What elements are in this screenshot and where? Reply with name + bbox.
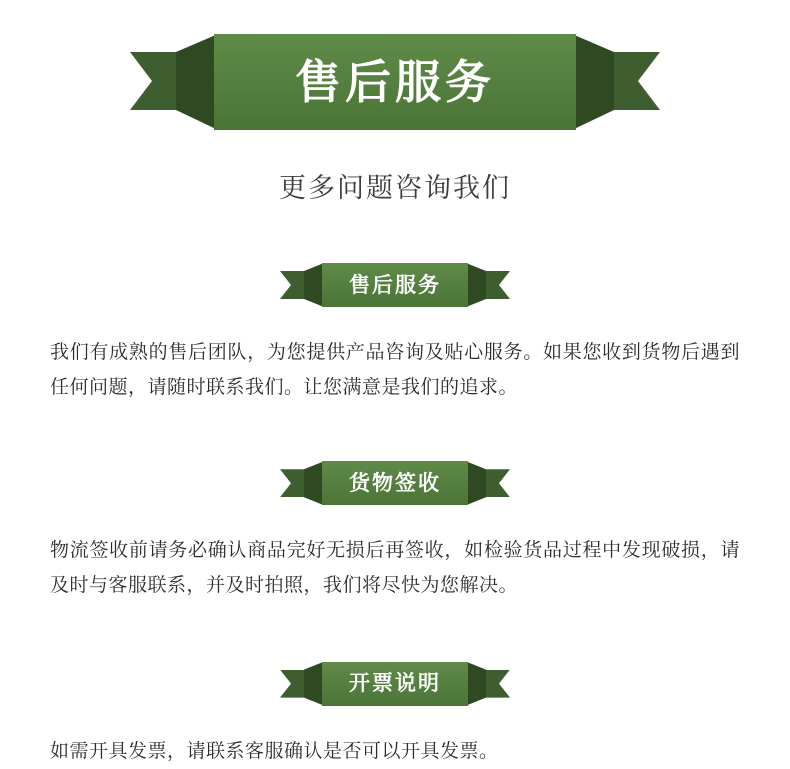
section-ribbon bbox=[280, 461, 510, 505]
ribbon-center bbox=[214, 34, 576, 130]
page-title: 售后服务 bbox=[295, 56, 495, 108]
section-after-sales-service bbox=[50, 263, 740, 405]
section-title: 货物签收 bbox=[349, 471, 441, 495]
ribbon-fold-left bbox=[304, 461, 324, 505]
section-ribbon bbox=[280, 263, 510, 307]
main-ribbon-banner bbox=[130, 34, 660, 130]
section-ribbon bbox=[280, 662, 510, 706]
ribbon-center bbox=[322, 662, 468, 706]
ribbon-fold-left bbox=[304, 662, 324, 706]
section-invoice-notice bbox=[50, 662, 740, 769]
ribbon-fold-right bbox=[466, 662, 486, 706]
after-sales-service-page bbox=[0, 34, 790, 768]
section-title: 开票说明 bbox=[349, 672, 441, 696]
section-body: 我们有成熟的售后团队，为您提供产品咨询及贴心服务。如果您收到货物后遇到任何问题，请随时联系我们。让您满意是我们的追求。 bbox=[50, 342, 740, 399]
ribbon-fold-right bbox=[466, 263, 486, 307]
ribbon-fold-right bbox=[466, 461, 486, 505]
section-goods-receipt bbox=[50, 461, 740, 603]
ribbon-center bbox=[322, 263, 468, 307]
ribbon-fold-left bbox=[304, 263, 324, 307]
ribbon-fold-left bbox=[176, 34, 218, 130]
section-body: 如需开具发票，请联系客服确认是否可以开具发票。 bbox=[50, 740, 499, 762]
ribbon-center bbox=[322, 461, 468, 505]
page-subtitle: 更多问题咨询我们 bbox=[279, 173, 511, 203]
ribbon-fold-right bbox=[572, 34, 614, 130]
section-title: 售后服务 bbox=[349, 273, 441, 297]
section-body: 物流签收前请务必确认商品完好无损后再签收，如检验货品过程中发现破损，请及时与客服联系，并及时拍照，我们将尽快为您解决。 bbox=[50, 540, 740, 597]
